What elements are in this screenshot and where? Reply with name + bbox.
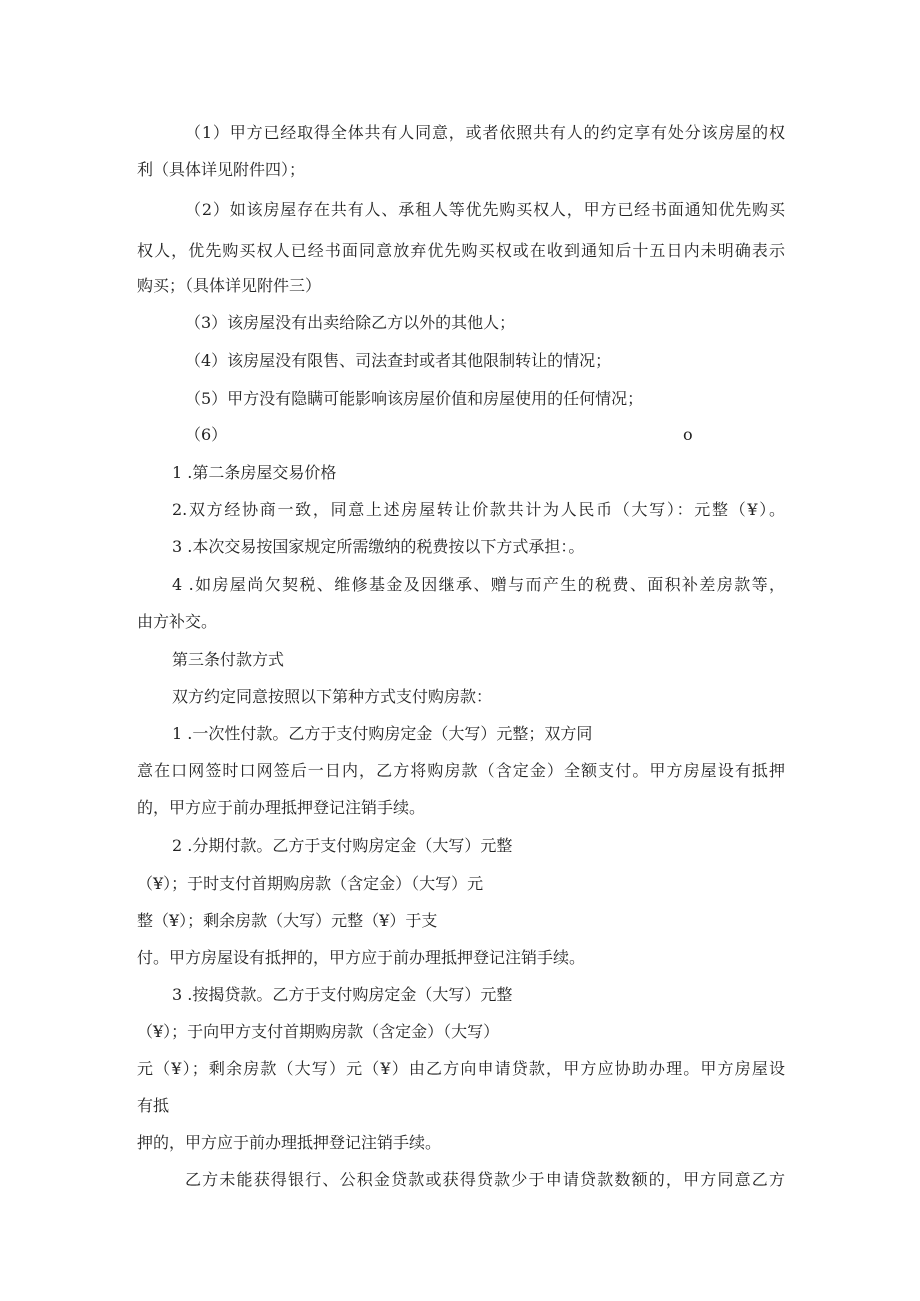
payment-intro: 双方约定同意按照以下第种方式支付购房款： [172,687,493,706]
loan-failure-clause: 乙方未能获得银行、公积金贷款或获得贷款少于申请贷款数额的，甲方同意乙方 [185,1170,785,1189]
installment-line-4: 付。甲方房屋设有抵押的，甲方应于前办理抵押登记注销手续。 [137,948,586,967]
arrears-clause-line-1: 4 .如房屋尚欠契税、维修基金及因继承、赠与而产生的税费、面积补差房款等， [172,575,785,594]
clause-3: （3）该房屋没有出卖给除乙方以外的其他人； [185,313,516,332]
clause-1-line-1: （1）甲方已经取得全体共有人同意，或者依照共有人的约定享有处分该房屋的权 [185,123,785,142]
clause-6: （6） [185,425,228,444]
clause-1-line-2: 利（具体详见附件四）； [137,160,306,179]
lump-sum-line-3: 的，甲方应于前办理抵押登记注销手续。 [137,798,426,817]
tax-clause: 3 .本次交易按国家规定所需缴纳的税费按以下方式承担：。 [172,537,585,556]
lump-sum-line-2: 意在口网签时口网签后一日内，乙方将购房款（含定金）全额支付。甲方房屋设有抵押 [137,761,785,780]
mortgage-line-3: 元（¥）；剩余房款（大写）元（¥）由乙方向申请贷款，甲方应协助办理。甲方房屋设 [137,1059,785,1078]
installment-line-3: 整（¥）；剩余房款（大写）元整（¥）于支 [137,911,438,930]
clause-5: （5）甲方没有隐瞒可能影响该房屋价值和房屋使用的任何情况； [185,389,644,408]
arrears-clause-line-2: 由方补交。 [137,612,218,631]
article-3-heading: 第三条付款方式 [172,650,285,669]
mortgage-line-5: 押的，甲方应于前办理抵押登记注销手续。 [137,1133,442,1152]
lump-sum-line-1: 1 .一次性付款。乙方于支付购房定金（大写）元整；双方同 [172,724,593,743]
mortgage-line-1: 3 .按揭贷款。乙方于支付购房定金（大写）元整 [172,985,513,1004]
installment-line-1: 2 .分期付款。乙方于支付购房定金（大写）元整 [172,836,513,855]
price-clause: 2.双方经协商一致，同意上述房屋转让价款共计为人民币（大写）：元整（¥）。 [172,500,785,519]
clause-4: （4）该房屋没有限售、司法查封或者其他限制转让的情况； [185,351,612,370]
mortgage-line-4: 有抵 [137,1096,170,1115]
mortgage-line-2: （¥）；于向甲方支付首期购房款（含定金）（大写） [137,1022,500,1041]
installment-line-2: （¥）；于时支付首期购房款（含定金）（大写）元 [137,874,484,893]
clause-2-line-2: 权人，优先购买权人已经书面同意放弃优先购买权或在收到通知后十五日内未明确表示 [137,241,785,260]
clause-2-line-3: 购买；（具体详见附件三） [137,276,322,295]
clause-2-line-1: （2）如该房屋存在共有人、承租人等优先购买权人，甲方已经书面通知优先购买 [185,200,785,219]
article-2-heading: 1 .第二条房屋交易价格 [172,463,337,482]
clause-6-end-mark: o [683,425,693,444]
